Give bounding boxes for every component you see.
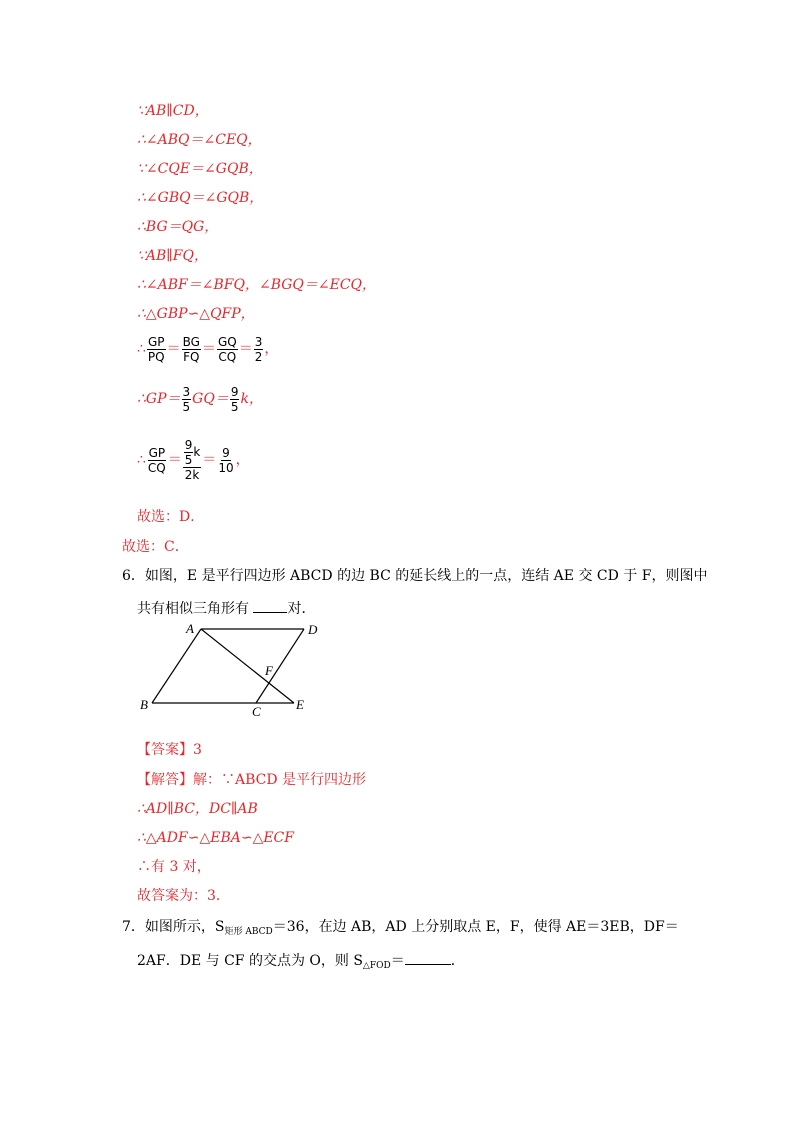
- fraction-inner-9-5: $\frac{9}{5}$: [184, 438, 193, 467]
- q7-text-line1: 7．如图所示，$S_{矩形 ABCD}=36$，在边 AB，AD 上分别取点 E，F，使得 AE＝3EB，DF＝: [122, 919, 679, 937]
- gp-equation: ∴GP＝ $\frac{3}{5}$ GQ＝ $\frac{9}{5}$ k，: [137, 384, 263, 414]
- fraction-nested: $\frac{9}{5}$ k 2k: [184, 438, 201, 482]
- fraction-bg-fq: $\frac{BG}{FQ}$: [182, 334, 200, 364]
- label-b: B: [140, 697, 148, 712]
- solution-line-2: ∴∠ABQ＝∠CEQ，: [137, 132, 262, 148]
- solution-line-1: ∵AB∥CD，: [137, 103, 209, 119]
- edge-ab: [152, 629, 201, 703]
- solution-line-8: ∴△GBP∽△QFP，: [137, 306, 255, 322]
- label-a: A: [186, 621, 194, 636]
- label-d: D: [308, 622, 318, 637]
- q6-solution-line-4: 故答案为：3．: [137, 888, 230, 904]
- q6-text-line2: 共有相似三角形有 对．: [137, 598, 315, 618]
- therefore-symbol: ∴: [137, 341, 146, 357]
- choose-c-text: 故选：C．: [122, 539, 189, 555]
- q6-answer: 【答案】3: [137, 742, 202, 758]
- fraction-gq-cq: $\frac{GQ}{CQ}$: [217, 334, 237, 364]
- fraction-3-5: $\frac{3}{5}$: [182, 384, 191, 414]
- q7-text-line2: 2AF．DE 与 CF 的交点为 O，则 $S_{\triangle FOD}=$ ．: [137, 950, 465, 975]
- q6-solution-line-2: ∴△ADF∽△EBA∽△ECF: [137, 830, 294, 846]
- fraction-3-2: $\frac{3}{2}$: [254, 334, 263, 364]
- choose-d-text: 故选：D．: [137, 509, 205, 525]
- gp-cq-equation: ∴ $\frac{GP}{CQ}$ ＝ $\frac{9}{5}$ k 2k ＝ $\frac{9}{10}$ ，: [137, 438, 250, 482]
- fraction-9-10: $\frac{9}{10}$: [218, 445, 234, 475]
- fraction-gp-cq: $\frac{GP}{CQ}$: [147, 445, 166, 475]
- solution-line-6: ∵AB∥FQ，: [137, 248, 208, 264]
- q6-solution-line-3: ∴有 3 对，: [137, 859, 211, 875]
- q6-solution-line-1: ∴AD∥BC，DC∥AB: [137, 801, 258, 817]
- parallelogram-figure: [134, 618, 334, 718]
- solution-line-5: ∴BG＝QG，: [137, 219, 219, 235]
- solution-line-7: ∴∠ABF＝∠BFQ，∠BGQ＝∠ECQ，: [137, 277, 377, 293]
- solution-line-3: ∵∠CQE＝∠GQB，: [137, 161, 263, 177]
- fraction-gp-pq: $\frac{GP}{PQ}$: [147, 334, 165, 364]
- answer-blank: [253, 598, 287, 613]
- solution-line-4: ∴∠GBQ＝∠GQB，: [137, 190, 264, 206]
- q6-solution-first: 【解答】解：∵ABCD 是平行四边形: [137, 772, 367, 788]
- label-c: C: [252, 704, 261, 718]
- label-e: E: [296, 697, 304, 712]
- q7-answer-blank: [405, 950, 451, 965]
- ratio-equation: ∴ $\frac{GP}{PQ}$ ＝ $\frac{BG}{FQ}$ ＝ $\frac{GQ}{CQ}$ ＝ $\frac{3}{2}$ ，: [137, 334, 279, 364]
- label-f: F: [265, 663, 273, 678]
- q6-text-line1: 6．如图，E 是平行四边形 ABCD 的边 BC 的延长线上的一点，连结 AE 交 CD 于 F，则图中: [122, 568, 708, 584]
- fraction-9-5: $\frac{9}{5}$: [230, 384, 239, 414]
